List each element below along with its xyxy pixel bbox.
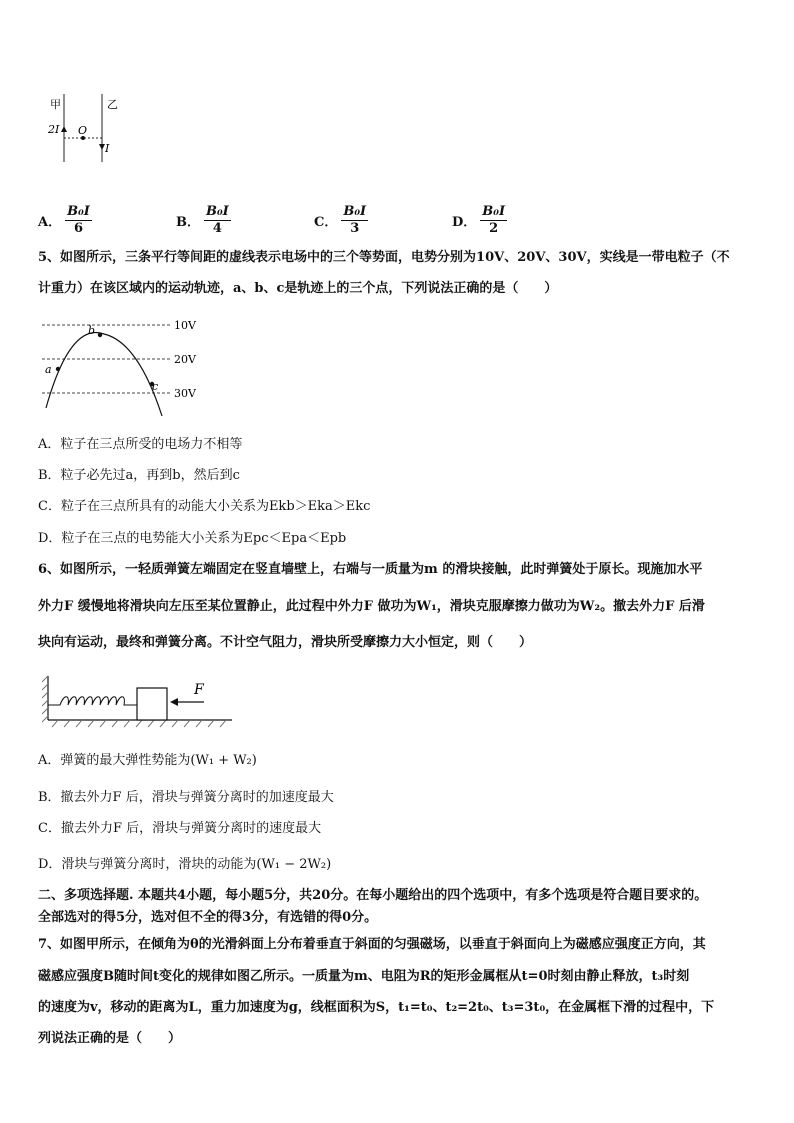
- two-wire-figure: [40, 92, 140, 164]
- q5-option-b[interactable]: B．粒子必先过a，再到b，然后到c: [38, 468, 240, 483]
- spring-block-figure: [42, 672, 234, 730]
- q4-choice-d[interactable]: [452, 204, 507, 237]
- q6-stem-line2: 外力F 缓慢地将滑块向左压至某位置静止，此过程中外力F 做功为W₁，滑块克服摩擦力做功为W₂。撤去外力F 后滑: [38, 599, 705, 614]
- q7-stem-line3: 的速度为v，移动的距离为L，重力加速度为g，线框面积为S，t₁=t₀、t₂=2t₀、t₃=3t₀，在金属框下滑的过程中，下: [38, 1000, 715, 1015]
- section2-heading-line1: 二、多项选择题. 本题共4小题，每小题5分，共20分。在每小题给出的四个选项中，有多个选项是符合题目要求的。: [38, 888, 708, 903]
- q4-choice-d-letter: D．: [452, 215, 477, 230]
- q4-choice-b-den: 4: [212, 221, 222, 236]
- label-2I: 2I: [48, 123, 60, 136]
- q4-choice-a-fraction: [65, 204, 92, 237]
- q4-choice-b-letter: B．: [176, 215, 200, 230]
- q5-option-c[interactable]: C．粒子在三点所具有的动能大小关系为Ekb＞Eka＞Ekc: [38, 499, 371, 514]
- potential-30v-label: 30V: [174, 387, 196, 400]
- label-O: O: [78, 124, 88, 137]
- section2-heading-line2: 全部选对的得5分，选对但不全的得3分，有选错的得0分。: [38, 910, 378, 925]
- q6-stem-line1: 6、如图所示，一轻质弹簧左端固定在竖直墙壁上，右端与一质量为m 的滑块接触，此时弹簧处于原长。现施加水平: [38, 562, 703, 577]
- q5-option-a[interactable]: A．粒子在三点所受的电场力不相等: [38, 437, 243, 452]
- q4-choice-a-letter: A．: [38, 215, 62, 230]
- q4-choice-b[interactable]: [176, 204, 231, 237]
- q6-option-c[interactable]: C．撤去外力F 后，滑块与弹簧分离时的速度最大: [38, 821, 322, 836]
- potential-10v-label: 10V: [174, 319, 196, 332]
- q4-choice-b-num: B₀I: [206, 204, 229, 219]
- q4-choice-c[interactable]: [314, 204, 368, 237]
- potential-20v-label: 20V: [174, 353, 196, 366]
- q4-choice-c-num: B₀I: [343, 204, 367, 219]
- point-b-label: b: [88, 324, 96, 337]
- q6-option-d[interactable]: D．滑块与弹簧分离时，滑块的动能为(W₁ − 2W₂): [38, 857, 332, 872]
- q4-choice-a[interactable]: [38, 204, 92, 237]
- point-a-label: a: [45, 363, 52, 376]
- label-I: I: [105, 142, 110, 155]
- q7-stem-line2: 磁感应强度B随时间t变化的规律如图乙所示。一质量为m、电阻为R的矩形金属框从t=0时刻由静止释放，t₃时刻: [38, 969, 690, 984]
- label-jia: 甲: [50, 98, 61, 111]
- q4-choice-c-letter: C．: [314, 215, 338, 230]
- q4-choice-a-den: 6: [73, 221, 83, 236]
- label-yi: 乙: [107, 98, 118, 111]
- q7-stem-line4: 列说法正确的是（ ）: [38, 1031, 182, 1046]
- q6-option-b[interactable]: B．撤去外力F 后，滑块与弹簧分离时的加速度最大: [38, 790, 334, 805]
- q5-option-d[interactable]: D．粒子在三点的电势能大小关系为Epc＜Epa＜Epb: [38, 531, 347, 546]
- q4-choice-b-fraction: [204, 204, 231, 237]
- q4-choice-d-den: 2: [489, 221, 499, 236]
- q5-stem-line1: 5、如图所示，三条平行等间距的虚线表示电场中的三个等势面，电势分别为10V、20V、30V，实线是一带电粒子（不: [38, 250, 730, 265]
- equipotential-figure: [42, 312, 212, 418]
- q4-choice-a-num: B₀I: [67, 204, 90, 219]
- q4-choice-c-fraction: [341, 204, 368, 237]
- q6-stem-line3: 块向有运动，最终和弹簧分离。不计空气阻力，滑块所受摩擦力大小恒定，则（ ）: [38, 635, 533, 650]
- force-F-label: F: [194, 682, 204, 698]
- q4-choice-d-fraction: [480, 204, 507, 237]
- q7-stem-line1: 7、如图甲所示，在倾角为θ的光滑斜面上分布着垂直于斜面的匀强磁场，以垂直于斜面向上为磁感应强度正方向，其: [38, 937, 706, 952]
- q5-stem-line2: 计重力）在该区域内的运动轨迹，a、b、c是轨迹上的三个点，下列说法正确的是（ ）: [38, 281, 558, 296]
- q4-choice-c-den: 3: [350, 221, 360, 236]
- point-c-label: c: [152, 380, 159, 393]
- q6-option-a[interactable]: A．弹簧的最大弹性势能为(W₁ + W₂): [38, 753, 257, 768]
- q4-choice-d-num: B₀I: [482, 204, 506, 219]
